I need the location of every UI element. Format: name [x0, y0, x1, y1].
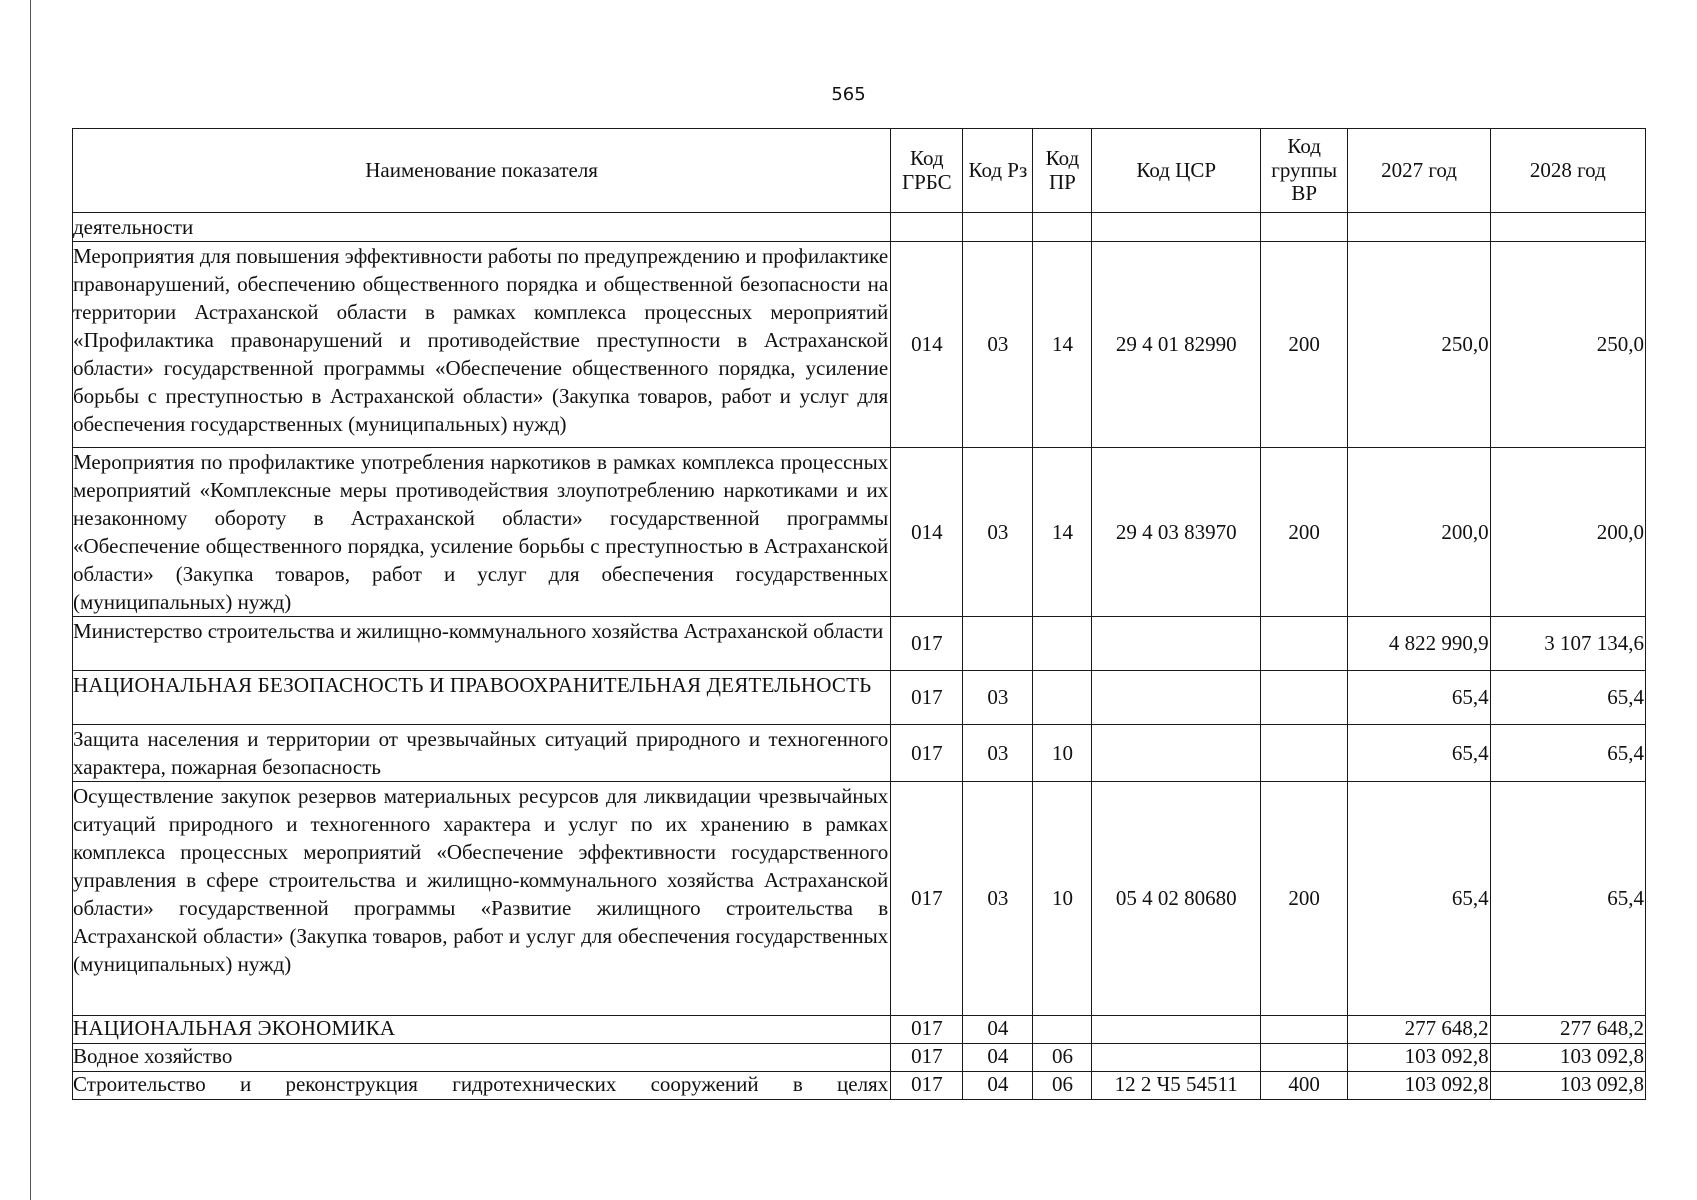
- row-name: Осуществление закупок резервов материальных ресурсов для ликвидации чрезвычайных ситуаций природного и техногенного характера и услуг по их хранению в рамках комплекса процессных мероприятий «Обеспечение эффективности государственного управления в сфере строительства и жилищно-коммунального хозяйства Астраханской области» государственной программы «Развитие жилищного строительства в Астраханской области» (Закупка товаров, работ и услуг для обеспечения государственных (муниципальных) нужд): [73, 782, 891, 1016]
- row-grbs: [891, 213, 963, 242]
- row-name: НАЦИОНАЛЬНАЯ БЕЗОПАСНОСТЬ И ПРАВООХРАНИТЕЛЬНАЯ ДЕЯТЕЛЬНОСТЬ: [73, 671, 891, 725]
- row-grbs: 017: [891, 1072, 963, 1100]
- row-csr: 12 2 Ч5 54511: [1092, 1072, 1260, 1100]
- row-2027: 65,4: [1348, 782, 1490, 1016]
- row-2028: 277 648,2: [1490, 1016, 1645, 1044]
- row-2028: 65,4: [1490, 725, 1645, 782]
- row-2027: 277 648,2: [1348, 1016, 1490, 1044]
- row-2028: 65,4: [1490, 782, 1645, 1016]
- table-row: [73, 725, 1646, 782]
- row-vr: 400: [1260, 1072, 1348, 1100]
- row-2028: 103 092,8: [1490, 1072, 1645, 1100]
- header-pr: Код ПР: [1033, 129, 1092, 213]
- page-number: 565: [831, 84, 866, 105]
- row-pr: 10: [1033, 725, 1092, 782]
- row-rz: 04: [963, 1072, 1033, 1100]
- row-grbs: 017: [891, 725, 963, 782]
- table-row: [73, 1072, 1646, 1100]
- header-2027: 2027 год: [1348, 129, 1490, 213]
- row-csr: [1092, 213, 1260, 242]
- row-csr: 29 4 03 83970: [1092, 448, 1260, 617]
- row-vr: [1260, 617, 1348, 671]
- row-rz: 04: [963, 1016, 1033, 1044]
- row-grbs: 014: [891, 242, 963, 448]
- row-2027: 65,4: [1348, 725, 1490, 782]
- row-vr: [1260, 671, 1348, 725]
- row-name: Защита населения и территории от чрезвычайных ситуаций природного и техногенного характера, пожарная безопасность: [73, 725, 891, 782]
- row-2028: 3 107 134,6: [1490, 617, 1645, 671]
- row-csr: [1092, 617, 1260, 671]
- row-pr: [1033, 1016, 1092, 1044]
- row-csr: 05 4 02 80680: [1092, 782, 1260, 1016]
- row-2027: 250,0: [1348, 242, 1490, 448]
- row-2027: 200,0: [1348, 448, 1490, 617]
- row-vr: 200: [1260, 782, 1348, 1016]
- table-row: [73, 448, 1646, 617]
- row-rz: [963, 617, 1033, 671]
- row-name: деятельности: [73, 213, 891, 242]
- row-2028: 200,0: [1490, 448, 1645, 617]
- row-pr: 14: [1033, 242, 1092, 448]
- page-binding-line: [30, 0, 31, 1200]
- row-rz: 03: [963, 725, 1033, 782]
- header-grbs: Код ГРБС: [891, 129, 963, 213]
- row-rz: 04: [963, 1044, 1033, 1072]
- row-name: НАЦИОНАЛЬНАЯ ЭКОНОМИКА: [73, 1016, 891, 1044]
- table-row: [73, 213, 1646, 242]
- header-rz: Код Рз: [963, 129, 1033, 213]
- row-rz: 03: [963, 448, 1033, 617]
- header-vr: Код группы ВР: [1260, 129, 1348, 213]
- row-2027: 103 092,8: [1348, 1072, 1490, 1100]
- header-name: Наименование показателя: [73, 129, 891, 213]
- table-row: [73, 782, 1646, 1016]
- row-2027: 65,4: [1348, 671, 1490, 725]
- row-vr: 200: [1260, 242, 1348, 448]
- table-row: [73, 242, 1646, 448]
- row-name: Строительство и реконструкция гидротехнических сооружений в целях: [73, 1072, 891, 1100]
- row-rz: 03: [963, 782, 1033, 1016]
- header-csr: Код ЦСР: [1092, 129, 1260, 213]
- header-2028: 2028 год: [1490, 129, 1645, 213]
- row-grbs: 017: [891, 617, 963, 671]
- row-2027: 4 822 990,9: [1348, 617, 1490, 671]
- row-2028: 65,4: [1490, 671, 1645, 725]
- row-2028: 250,0: [1490, 242, 1645, 448]
- row-csr: 29 4 01 82990: [1092, 242, 1260, 448]
- row-name: Мероприятия по профилактике употребления наркотиков в рамках комплекса процессных мероприятий «Комплексные меры противодействия злоупотреблению наркотиками и их незаконному обороту в Астраханской области» государственной программы «Обеспечение общественного порядка, усиление борьбы с преступностью в Астраханской области» (Закупка товаров, работ и услуг для обеспечения государственных (муниципальных) нужд): [73, 448, 891, 617]
- row-vr: 200: [1260, 448, 1348, 617]
- row-rz: [963, 213, 1033, 242]
- row-pr: [1033, 671, 1092, 725]
- row-name: Мероприятия для повышения эффективности работы по предупреждению и профилактике правонарушений, обеспечению общественного порядка и общественной безопасности на территории Астраханской области в рамках комплекса процессных мероприятий «Профилактика правонарушений и противодействие преступности в Астраханской области» государственной программы «Обеспечение общественного порядка, усиление борьбы с преступностью в Астраханской области» (Закупка товаров, работ и услуг для обеспечения государственных (муниципальных) нужд): [73, 242, 891, 448]
- row-2028: 103 092,8: [1490, 1044, 1645, 1072]
- row-csr: [1092, 1044, 1260, 1072]
- row-csr: [1092, 725, 1260, 782]
- row-name: Водное хозяйство: [73, 1044, 891, 1072]
- row-grbs: 014: [891, 448, 963, 617]
- table-row: [73, 617, 1646, 671]
- row-2027: 103 092,8: [1348, 1044, 1490, 1072]
- row-pr: 14: [1033, 448, 1092, 617]
- row-grbs: 017: [891, 1016, 963, 1044]
- row-pr: 10: [1033, 782, 1092, 1016]
- row-grbs: 017: [891, 1044, 963, 1072]
- row-vr: [1260, 1016, 1348, 1044]
- row-vr: [1260, 725, 1348, 782]
- row-vr: [1260, 213, 1348, 242]
- table-row: [73, 671, 1646, 725]
- row-rz: 03: [963, 242, 1033, 448]
- row-csr: [1092, 671, 1260, 725]
- budget-table: [72, 128, 1646, 1100]
- row-name: Министерство строительства и жилищно-коммунального хозяйства Астраханской области: [73, 617, 891, 671]
- row-pr: 06: [1033, 1072, 1092, 1100]
- row-2028: [1490, 213, 1645, 242]
- table-row: [73, 1044, 1646, 1072]
- row-pr: [1033, 617, 1092, 671]
- row-2027: [1348, 213, 1490, 242]
- row-grbs: 017: [891, 782, 963, 1016]
- row-grbs: 017: [891, 671, 963, 725]
- row-rz: 03: [963, 671, 1033, 725]
- row-csr: [1092, 1016, 1260, 1044]
- table-row: [73, 1016, 1646, 1044]
- row-pr: 06: [1033, 1044, 1092, 1072]
- row-vr: [1260, 1044, 1348, 1072]
- table-header-row: [73, 129, 1646, 213]
- row-pr: [1033, 213, 1092, 242]
